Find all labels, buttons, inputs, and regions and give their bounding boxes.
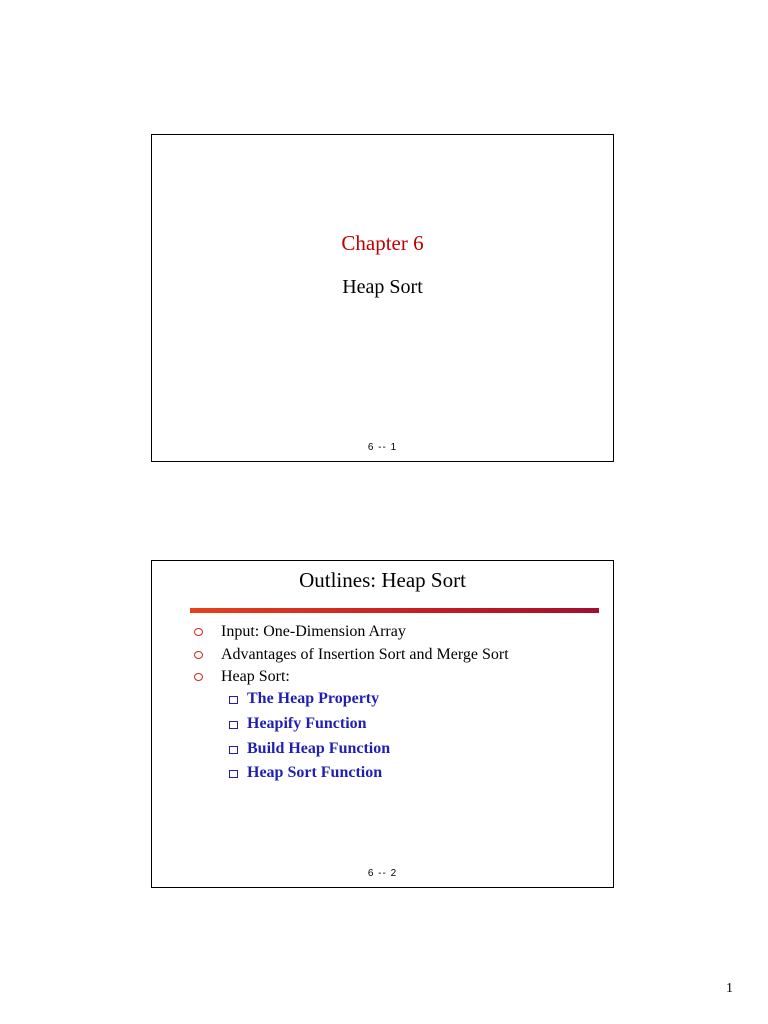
- subbullet-text: Heapify Function: [247, 714, 367, 732]
- outline-title: Outlines: Heap Sort: [299, 568, 466, 592]
- subbullet-text: The Heap Property: [247, 690, 380, 707]
- list-item: [192, 621, 509, 644]
- list-item: [192, 644, 509, 667]
- subbullet-text: Build Heap Function: [247, 739, 391, 757]
- list-item: [227, 761, 390, 786]
- chapter-subtitle: Heap Sort: [342, 276, 423, 298]
- list-item: [192, 666, 509, 689]
- title-underline-bar: [190, 608, 599, 613]
- bullet-text: Advantages of Insertion Sort and Merge Sort: [221, 645, 509, 663]
- slide-number: 6 -- 2: [367, 868, 398, 879]
- slide-1: [151, 134, 614, 462]
- slide-2: [151, 560, 614, 888]
- list-item: [227, 687, 390, 712]
- circle-bullet-icon: [194, 651, 203, 659]
- slide-number: 6 -- 1: [367, 442, 398, 453]
- square-bullet-icon: [229, 770, 238, 778]
- subbullet-text: Heap Sort Function: [247, 764, 383, 782]
- subbullet-list: [227, 687, 390, 786]
- chapter-title: Chapter 6: [341, 231, 424, 255]
- circle-bullet-icon: [194, 628, 203, 636]
- bullet-list: [192, 621, 509, 689]
- list-item: [227, 737, 390, 762]
- page-number: 1: [726, 981, 733, 996]
- square-bullet-icon: [229, 721, 238, 729]
- square-bullet-icon: [229, 746, 238, 754]
- list-item: [227, 712, 390, 737]
- square-bullet-icon: [229, 696, 238, 704]
- bullet-text: Heap Sort:: [221, 668, 290, 685]
- circle-bullet-icon: [194, 673, 203, 681]
- bullet-text: Input: One-Dimension Array: [221, 623, 406, 640]
